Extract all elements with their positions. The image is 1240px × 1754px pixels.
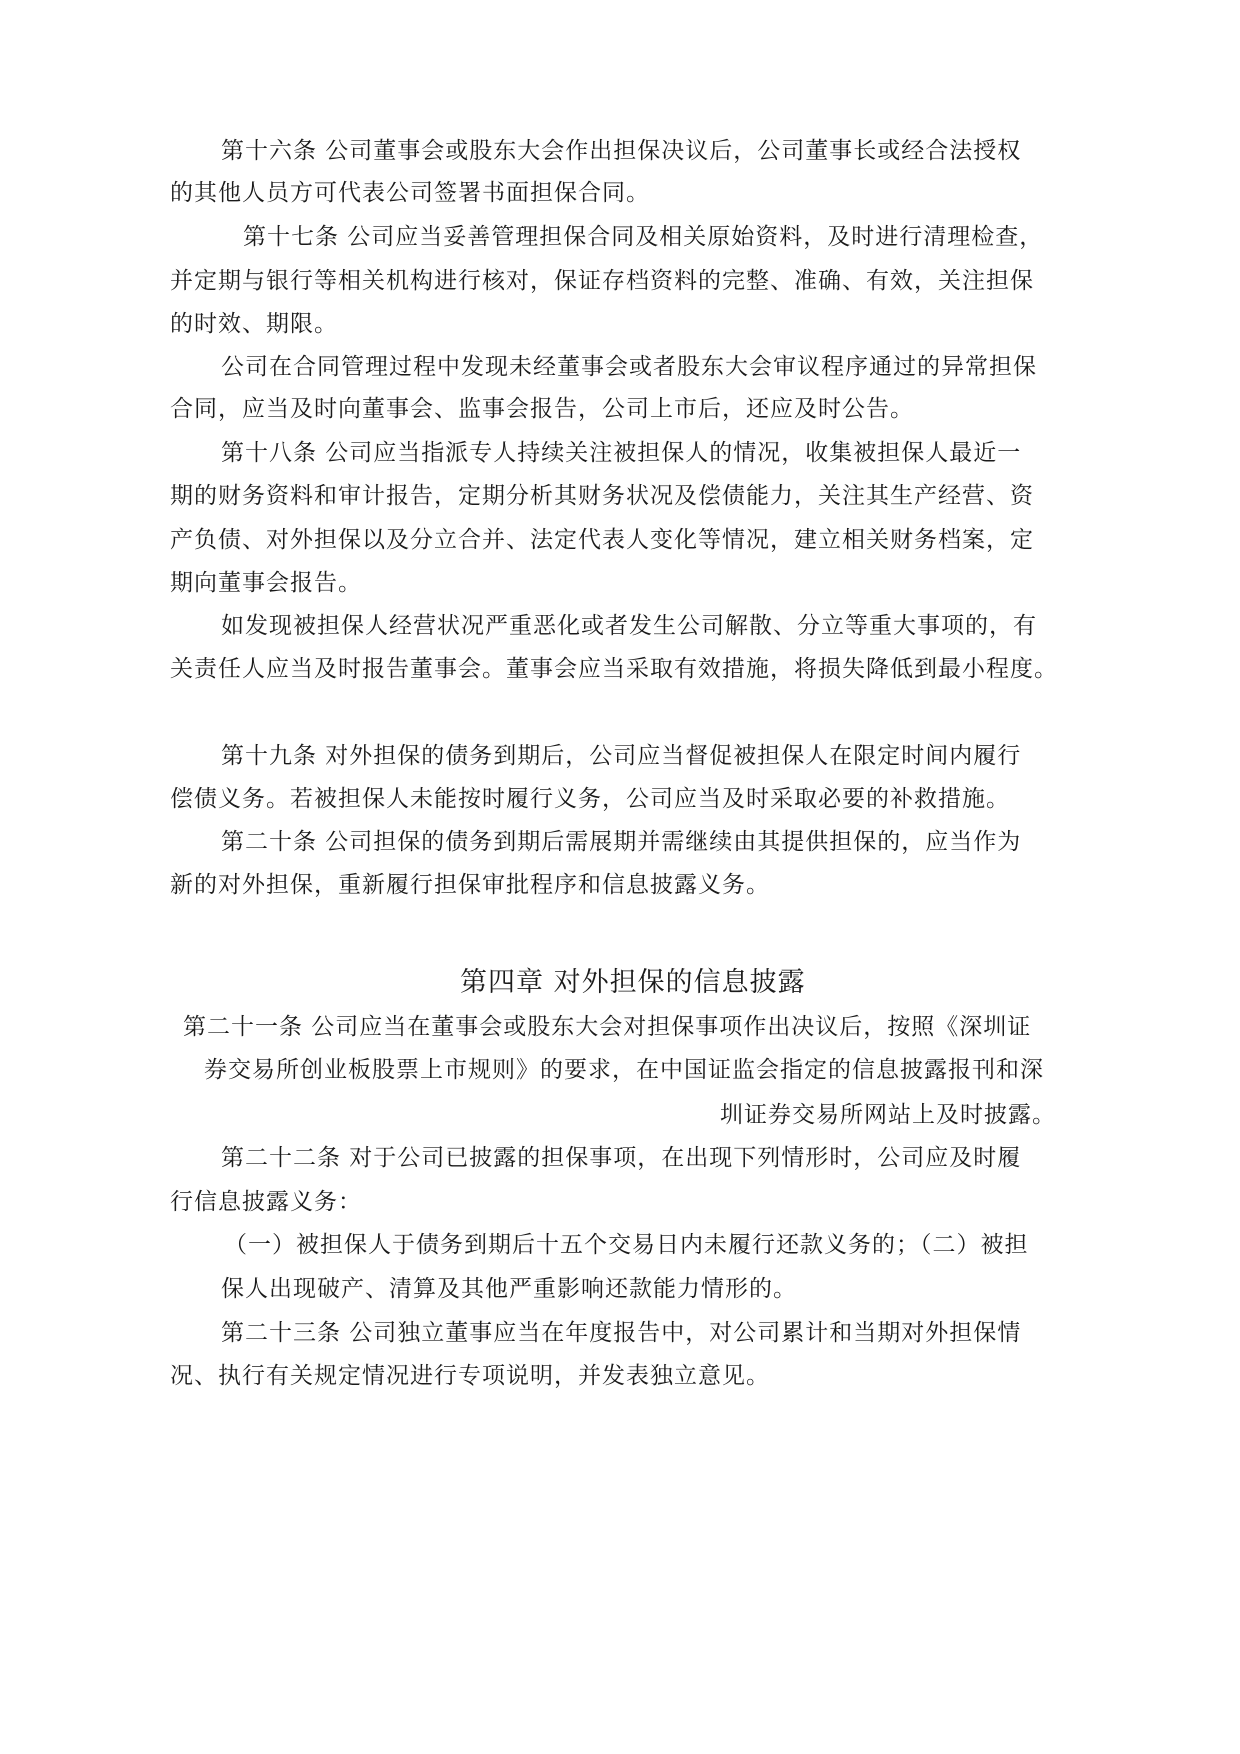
art17-p2-line-2: 合同，应当及时向董事会、监事会报告，公司上市后，还应及时公告。: [170, 396, 914, 422]
art16-line-1: 第十六条 公司董事会或股东大会作出担保决议后，公司董事长或经合法授权: [221, 138, 1022, 164]
art17-line-3: 的时效、期限。: [170, 311, 338, 337]
art18-p2-line-1: 如发现被担保人经营状况严重恶化或者发生公司解散、分立等重大事项的，有: [221, 613, 1037, 639]
art18-line-3: 产负债、对外担保以及分立合并、法定代表人变化等情况，建立相关财务档案，定: [170, 527, 1034, 553]
art18-line-4: 期向董事会报告。: [170, 570, 362, 596]
art18-line-1: 第十八条 公司应当指派专人持续关注被担保人的情况，收集被担保人最近一: [221, 440, 1022, 466]
art21-line-2: 券交易所创业板股票上市规则》的要求，在中国证监会指定的信息披露报刊和深: [204, 1057, 1044, 1083]
art22-items-line-2: 保人出现破产、清算及其他严重影响还款能力情形的。: [221, 1276, 797, 1302]
art23-line-2: 况、执行有关规定情况进行专项说明，并发表独立意见。: [170, 1363, 770, 1389]
art22-line-2: 行信息披露义务：: [170, 1189, 362, 1215]
art18-p2-line-2: 关责任人应当及时报告董事会。董事会应当采取有效措施，将损失降低到最小程度。: [170, 656, 1058, 682]
art17-p2-line-1: 公司在合同管理过程中发现未经董事会或者股东大会审议程序通过的异常担保: [221, 354, 1037, 380]
art22-items-line-1: （一）被担保人于债务到期后十五个交易日内未履行还款义务的；（二）被担: [224, 1232, 1029, 1258]
art17-line-1: 第十七条 公司应当妥善管理担保合同及相关原始资料，及时进行清理检查，: [243, 224, 1044, 250]
art22-line-1: 第二十二条 对于公司已披露的担保事项，在出现下列情形时，公司应及时履: [221, 1145, 1022, 1171]
art20-line-2: 新的对外担保，重新履行担保审批程序和信息披露义务。: [170, 872, 770, 898]
art19-line-1: 第十九条 对外担保的债务到期后，公司应当督促被担保人在限定时间内履行: [221, 743, 1022, 769]
art21-line-1: 第二十一条 公司应当在董事会或股东大会对担保事项作出决议后，按照《深圳证: [183, 1014, 1032, 1040]
art19-line-2: 偿债义务。若被担保人未能按时履行义务，公司应当及时采取必要的补救措施。: [170, 786, 1010, 812]
art23-line-1: 第二十三条 公司独立董事应当在年度报告中，对公司累计和当期对外担保情: [221, 1320, 1022, 1346]
art17-line-2: 并定期与银行等相关机构进行核对，保证存档资料的完整、准确、有效，关注担保: [170, 268, 1034, 294]
art16-line-2: 的其他人员方可代表公司签署书面担保合同。: [170, 180, 650, 206]
art20-line-1: 第二十条 公司担保的债务到期后需展期并需继续由其提供担保的，应当作为: [221, 829, 1022, 855]
art21-line-3: 圳证券交易所网站上及时披露。: [720, 1102, 1056, 1128]
art18-line-2: 期的财务资料和审计报告，定期分析其财务状况及偿债能力，关注其生产经营、资: [170, 483, 1034, 509]
chapter-heading: 第四章 对外担保的信息披露: [460, 967, 806, 998]
